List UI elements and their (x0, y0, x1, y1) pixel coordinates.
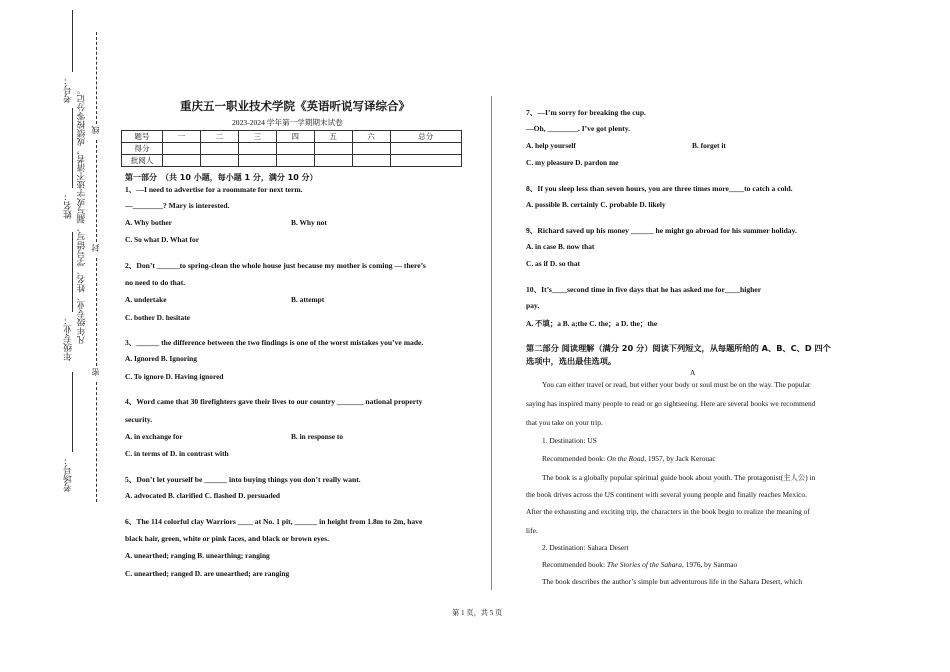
question-text: 5、Don’t let yourself be ______ into buying things you don’t really want. (125, 475, 361, 484)
option-ab: A. in case B. now that (526, 242, 595, 251)
reviewer-cell[interactable] (352, 155, 390, 167)
page-title: 重庆五一职业技术学院《英语听说写译综合》 (180, 99, 410, 113)
column-divider (491, 96, 492, 590)
binding-notice: 凡年级专业、姓名、学号错写、漏写或字迹不清者，成绩按零分记。 (77, 86, 87, 344)
option-b: B. attempt (291, 295, 325, 304)
reviewer-cell[interactable] (238, 155, 276, 167)
destination-heading: 1. Destination: US (542, 436, 597, 445)
reviewer-cell[interactable] (200, 155, 238, 167)
mark-mi: 密 (91, 368, 100, 376)
score-cell[interactable] (314, 143, 352, 155)
question-text: no need to do that. (125, 278, 186, 287)
passage-label: A (690, 368, 696, 377)
paragraph-line: You can either travel or read, but either your body or soul must be on the way. The popular (542, 380, 811, 389)
question-text: —Oh, ________. I’ve got plenty. (526, 124, 630, 133)
option-cd: C. So what D. What for (125, 235, 199, 244)
name-label: 姓名： (64, 192, 74, 219)
seat-line (72, 10, 73, 72)
score-header-cell: 五 (314, 131, 352, 143)
recommended-book: Recommended book: The Stories of the Sahara, 1976, by Sanmao (542, 560, 738, 569)
question-text: pay. (526, 301, 540, 310)
score-cell[interactable] (276, 143, 314, 155)
score-header-cell: 二 (200, 131, 238, 143)
question-text: 10、It’s____second time in five days that he has asked me for____higher (526, 285, 762, 294)
grade-label: 年级专业： (64, 316, 74, 361)
option-a: A. undertake (125, 295, 167, 304)
score-header-cell: 题号 (122, 131, 163, 143)
question-text: security. (125, 415, 153, 424)
page-number: 第 1 页，共 5 页 (452, 609, 503, 617)
grade-line (72, 232, 73, 312)
option-a: A. Why bother (125, 218, 172, 227)
score-cell[interactable] (352, 143, 390, 155)
seat-label: 考号： (64, 76, 74, 103)
reviewer-row-label: 批阅人 (122, 155, 163, 167)
score-cell[interactable] (200, 143, 238, 155)
question-text: 2、Don’t ______to spring-clean the whole house just because my mother is coming — there’s (125, 261, 426, 270)
reviewer-cell[interactable] (390, 155, 461, 167)
option-ab: A. Ignored B. Ignoring (125, 354, 197, 363)
option-cd: C. in terms of D. in contrast with (125, 449, 229, 458)
cut-line-bottom (96, 382, 97, 502)
score-table-header-row (122, 131, 462, 143)
paragraph-line: saying has inspired many people to read or go sightseeing. Here are several books we recommend (526, 399, 816, 408)
score-header-cell: 三 (238, 131, 276, 143)
reviewer-cell[interactable] (276, 155, 314, 167)
page-subtitle: 2023-2024 学年第一学期期末试卷 (232, 118, 343, 127)
option-cd: C. my pleasure D. pardon me (526, 158, 619, 167)
option-b: B. Why not (291, 218, 327, 227)
question-text: —________? Mary is interested. (125, 201, 230, 210)
score-cell[interactable] (163, 143, 201, 155)
part2-title-line1: 第二部分 阅读理解（满分 20 分）阅读下列短文，从每题所给的 A、B、C、D 四个 (526, 343, 831, 353)
question-text: 4、Word came that 30 firefighters gave their lives to our country _______ national property (125, 397, 423, 406)
option-a: A. in exchange for (125, 432, 183, 441)
option-all: A. possible B. certainly C. probable D. likely (526, 200, 666, 209)
score-header-cell: 一 (163, 131, 201, 143)
option-all: A. 不填；a B. a;the C. the；a D. the；the (526, 319, 658, 328)
destination-heading: 2. Destination: Sahara Desert (542, 543, 629, 552)
room-label: 考场号： (64, 456, 74, 492)
option-cd: C. unearthed; ranged D. are unearthed; are ranging (125, 569, 290, 578)
name-line (72, 108, 73, 188)
option-all: A. advocated B. clarified C. flashed D. persuaded (125, 491, 280, 500)
part2-title-line2: 选项中，选出最佳选项。 (526, 356, 617, 366)
paragraph-line: the book drives across the US continent with several young people and finally reaches Mexico. (526, 490, 807, 499)
paragraph-line: The book is a globally popular spiritual guide book about youth. The protagonist(主人公) in (542, 473, 816, 482)
score-header-cell: 总分 (390, 131, 461, 143)
question-text: 9、Richard saved up his money ______ he might go abroad for his summer holiday. (526, 226, 797, 235)
reviewer-row (122, 155, 462, 167)
option-a: A. help yourself (526, 141, 576, 150)
question-text: 6、The 114 colorful clay Warriors ____ at No. 1 pit, ______ in height from 1.8m to 2m, have (125, 517, 423, 526)
question-text: 1、—I need to advertise for a roommate for next term. (125, 185, 303, 194)
question-text: black hair, green, white or pink faces, and black or brown eyes. (125, 534, 329, 543)
mark-xian: 线 (91, 126, 100, 134)
score-table (121, 130, 462, 167)
paragraph-line: After the exhausting and exciting trip, the characters in the book begin to realize the meaning of (526, 507, 810, 516)
score-row (122, 143, 462, 155)
cut-line-top (96, 32, 97, 124)
recommended-book: Recommended book: On the Road, 1957, by Jack Kerouac (542, 454, 716, 463)
option-b: B. forget it (692, 141, 726, 150)
cut-line-low (96, 258, 97, 366)
score-cell[interactable] (390, 143, 461, 155)
score-cell[interactable] (238, 143, 276, 155)
paragraph-line: The book describes the author’s simple but adventurous life in the Sahara Desert, which (542, 577, 803, 586)
option-b: B. in response to (291, 432, 344, 441)
paragraph-line: life. (526, 526, 538, 535)
option-cd: C. bother D. hesitate (125, 313, 190, 322)
reviewer-cell[interactable] (314, 155, 352, 167)
reviewer-cell[interactable] (163, 155, 201, 167)
mark-feng: 封 (91, 244, 100, 252)
score-header-cell: 六 (352, 131, 390, 143)
option-cd: C. To ignore D. Having ignored (125, 372, 224, 381)
question-text: 3、______ the difference between the two findings is one of the worst mistakes you’ve made. (125, 338, 424, 347)
room-line (72, 372, 73, 452)
question-text: 8、If you sleep less than seven hours, you are three times more____to catch a cold. (526, 184, 793, 193)
paragraph-line: that you take on your trip. (526, 418, 603, 427)
option-cd: C. as if D. so that (526, 259, 580, 268)
score-row-label: 得分 (122, 143, 163, 155)
cut-line-mid (96, 140, 97, 242)
option-ab: A. unearthed; ranging B. unearthing; ranging (125, 551, 270, 560)
part1-title: 第一部分 （共 10 小题，每小题 1 分，满分 10 分） (125, 173, 318, 182)
question-text: 7、—I’m sorry for breaking the cup. (526, 108, 646, 117)
score-header-cell: 四 (276, 131, 314, 143)
